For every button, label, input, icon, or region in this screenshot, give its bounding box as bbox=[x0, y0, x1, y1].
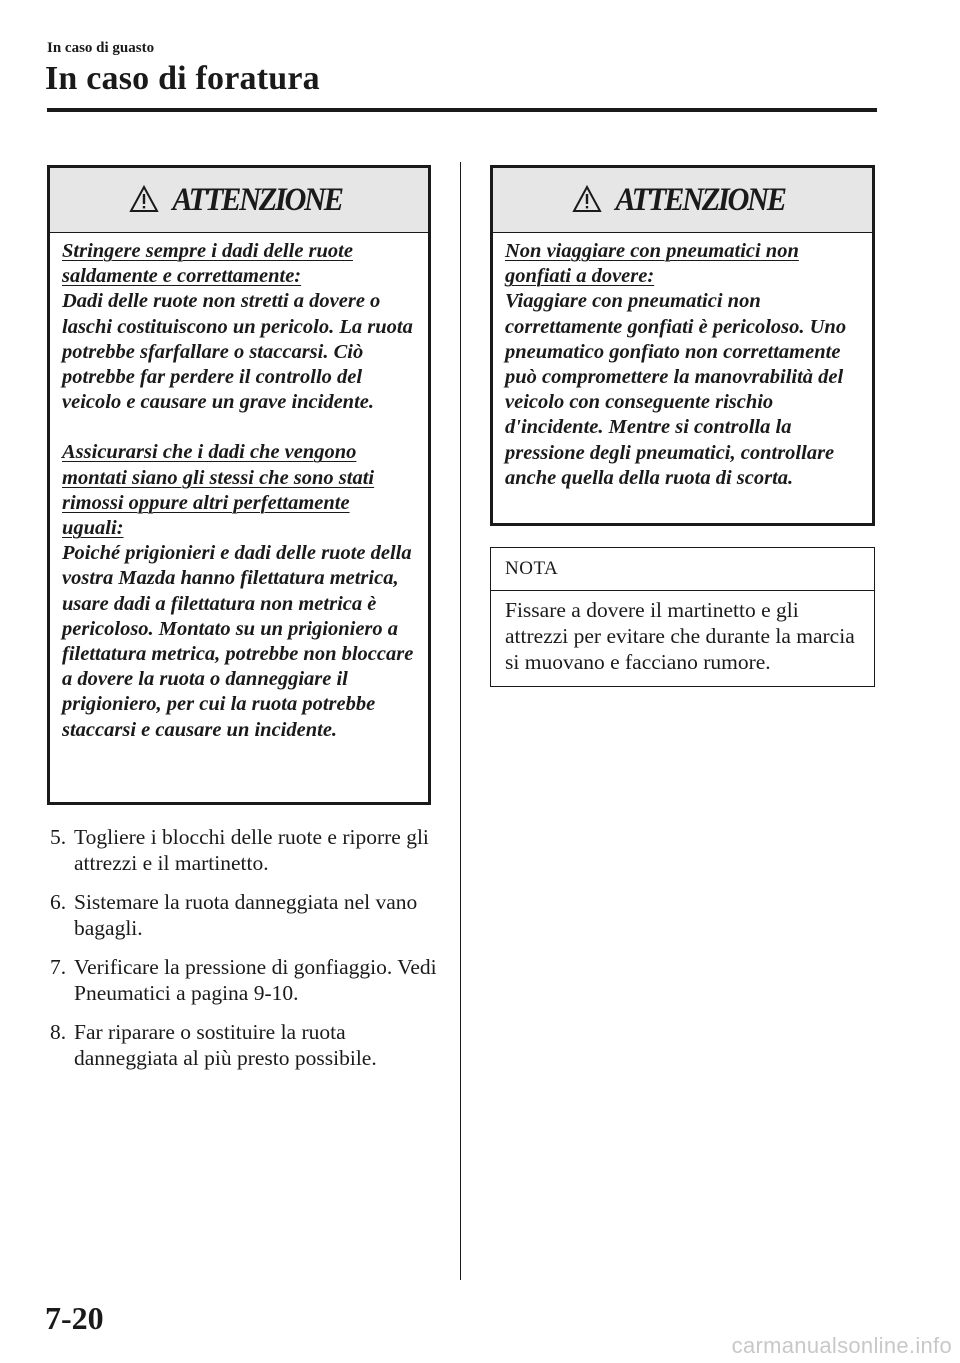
warning-emphasis: Stringere sempre i dadi delle ruote saldamente e correttamente: bbox=[62, 240, 353, 288]
list-item bbox=[50, 954, 442, 1006]
step-text: Far riparare o sostituire la ruota danneggiata al più presto possibile. bbox=[74, 1020, 377, 1070]
title-rule bbox=[47, 108, 877, 112]
page-number: 7-20 bbox=[45, 1300, 104, 1336]
steps-list bbox=[50, 824, 442, 1084]
note-heading: NOTA bbox=[491, 548, 874, 591]
column-divider bbox=[460, 162, 461, 1280]
step-text: Sistemare la ruota danneggiata nel vano bagagli. bbox=[74, 890, 418, 940]
list-item bbox=[50, 1019, 442, 1071]
step-text: Togliere i blocchi delle ruote e riporre gli attrezzi e il martinetto. bbox=[74, 825, 429, 875]
warning-header bbox=[50, 168, 428, 233]
warning-triangle-icon bbox=[129, 185, 159, 213]
warning-text: Viaggiare con pneumatici non correttamente gonfiati è pericoloso. Uno pneumatico gonfiato non correttamente può compromettere la manovrabilità del veicolo con conseguente rischio d'incidente. Mentre si controlla la pressione degli pneumatici, controllare anche quella della ruota di scorta. bbox=[505, 290, 847, 489]
note-text: Fissare a dovere il martinetto e gli attrezzi per evitare che durante la marcia si muovano e facciano rumore. bbox=[505, 598, 855, 674]
step-number: 7. bbox=[50, 955, 67, 979]
warning-title: ATTENZIONE bbox=[615, 181, 786, 218]
step-number: 6. bbox=[50, 890, 67, 914]
watermark: carmanualsonline.info bbox=[731, 1333, 952, 1358]
warning-paragraph bbox=[62, 440, 416, 742]
warning-emphasis: Assicurarsi che i dadi che vengono montati siano gli stessi che sono stati rimossi oppure altri perfettamente uguali: bbox=[62, 441, 375, 540]
breadcrumb: In caso di guasto bbox=[47, 40, 155, 56]
warning-text: Dadi delle ruote non stretti a dovere o laschi costituiscono un pericolo. La ruota potrebbe sfarfallare o staccarsi. Ciò potrebbe far perdere il controllo del veicolo e causare un grave incidente. bbox=[62, 290, 413, 414]
warning-body bbox=[50, 233, 428, 743]
warning-box-wheel-nuts bbox=[47, 165, 431, 805]
step-text: Verificare la pressione di gonfiaggio. Vedi Pneumatici a pagina 9-10. bbox=[74, 955, 437, 1005]
list-item bbox=[50, 824, 442, 876]
warning-header bbox=[493, 168, 872, 233]
warning-paragraph bbox=[62, 239, 416, 415]
warning-box-tire-pressure bbox=[490, 165, 875, 526]
list-item bbox=[50, 889, 442, 941]
note-box bbox=[490, 547, 875, 687]
warning-emphasis: Non viaggiare con pneumatici non gonfiati a dovere: bbox=[505, 240, 799, 288]
warning-title: ATTENZIONE bbox=[172, 181, 342, 218]
warning-body bbox=[493, 233, 872, 491]
step-number: 5. bbox=[50, 825, 67, 849]
warning-text: Poiché prigionieri e dadi delle ruote della vostra Mazda hanno filettatura metrica, usare dadi a filettatura non metrica è pericoloso. Montato su un prigioniero a filettatura metrica, potrebbe non bloccare a dovere la ruota o danneggiare il prigioniero, per cui la ruota potrebbe staccarsi e causare un incidente. bbox=[62, 542, 414, 741]
page-title: In caso di foratura bbox=[45, 60, 320, 97]
step-number: 8. bbox=[50, 1020, 67, 1044]
warning-paragraph bbox=[505, 239, 860, 491]
warning-triangle-icon bbox=[572, 185, 602, 213]
